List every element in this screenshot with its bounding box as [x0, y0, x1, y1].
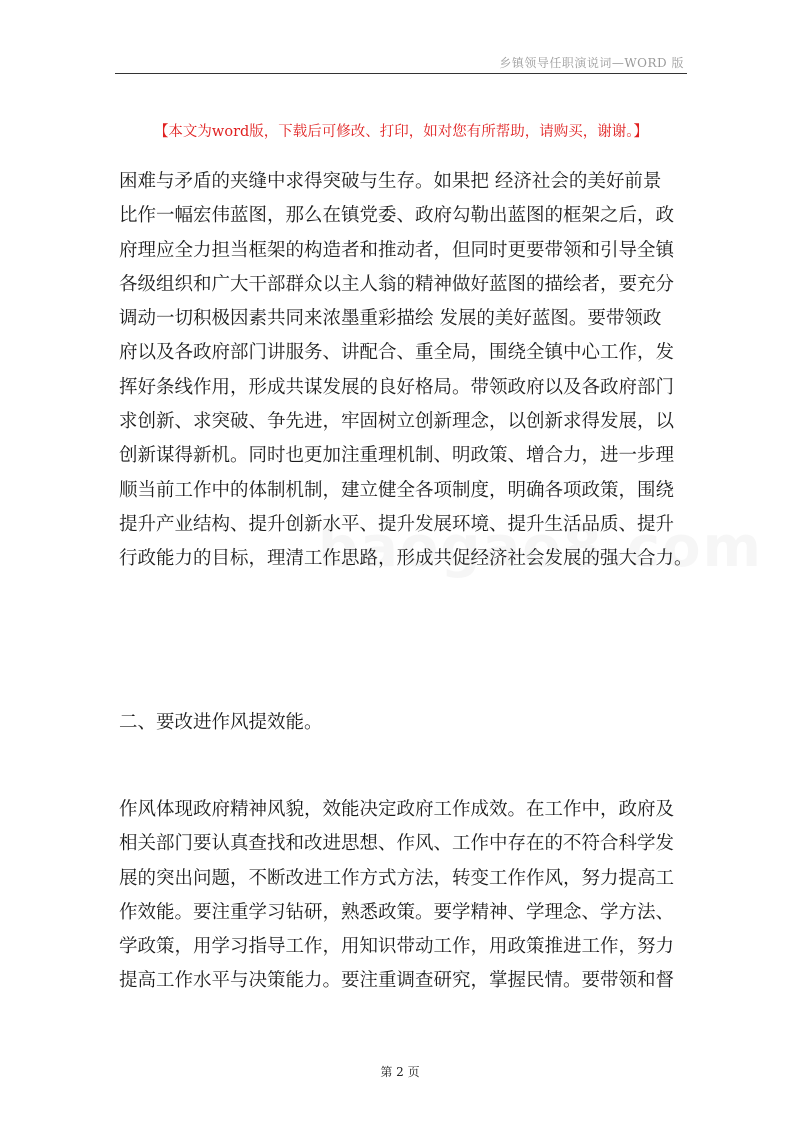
text-line: 困难与矛盾的夹缝中求得突破与生存。如果把 经济社会的美好前景: [119, 171, 662, 192]
text-line: 展的突出问题，不断改进工作方式方法，转变工作作风，努力提高工: [119, 867, 675, 889]
page-number: 第 2 页: [380, 1065, 420, 1079]
header-divider: [115, 73, 687, 74]
text-line: 各级组织和广大干部群众以主人翁的精神做好蓝图的描绘者，要充分: [119, 273, 675, 295]
text-line: 学政策，用学习指导工作，用知识带动工作，用政策推进工作，努力: [119, 936, 675, 958]
text-line: 挥好条线作用，形成共谋发展的良好格局。带领政府以及各政府部门: [119, 376, 675, 398]
text-line: 作风体现政府精神风貌，效能决定政府工作成效。在工作中，政府及: [119, 799, 675, 820]
heading-text: 二、要改进作风提效能。: [119, 712, 323, 733]
text-line: 提高工作水平与决策能力。要注重调查研究，掌握民情。要带领和督: [119, 970, 675, 992]
section-heading: [119, 706, 689, 740]
text-line: 比作一幅宏伟蓝图，那么在镇党委、政府勾勒出蓝图的框架之后，政: [119, 205, 675, 227]
text-line: 调动一切积极因素共同来浓墨重彩描绘 发展的美好蓝图。要带领政: [119, 308, 662, 330]
text-line: 行政能力的目标，理清工作思路，形成共促经济社会发展的强大合力。: [119, 548, 693, 570]
text-line: 府以及各政府部门讲服务、讲配合、重全局，围绕全镇中心工作，发: [119, 342, 675, 364]
body-paragraph-1: [119, 165, 693, 577]
text-line: 提升产业结构、提升创新水平、提升发展环境、提升生活品质、提升: [119, 513, 675, 535]
text-line: 求创新、求突破、争先进，牢固树立创新理念，以创新求得发展，以: [119, 411, 675, 433]
text-line: 相关部门要认真查找和改进思想、作风、工作中存在的不符合科学发: [119, 833, 675, 855]
text-line: 顺当前工作中的体制机制，建立健全各项制度，明确各项政策，围绕: [119, 479, 675, 501]
body-paragraph-2: [119, 793, 689, 999]
text-line: 作效能。要注重学习钻研，熟悉政策。要学精神、学理念、学方法、: [119, 901, 675, 923]
purchase-notice: 【本文为word版，下载后可修改、打印，如对您有所帮助，请购买，谢谢。】: [153, 124, 649, 140]
header-title: 乡镇领导任职演说词—WORD 版: [499, 56, 684, 70]
text-line: 府理应全力担当框架的构造者和推动者，但同时更要带领和引导全镇: [119, 239, 675, 261]
text-line: 创新谋得新机。同时也更加注重理机制、明政策、增合力，进一步理: [119, 445, 675, 467]
